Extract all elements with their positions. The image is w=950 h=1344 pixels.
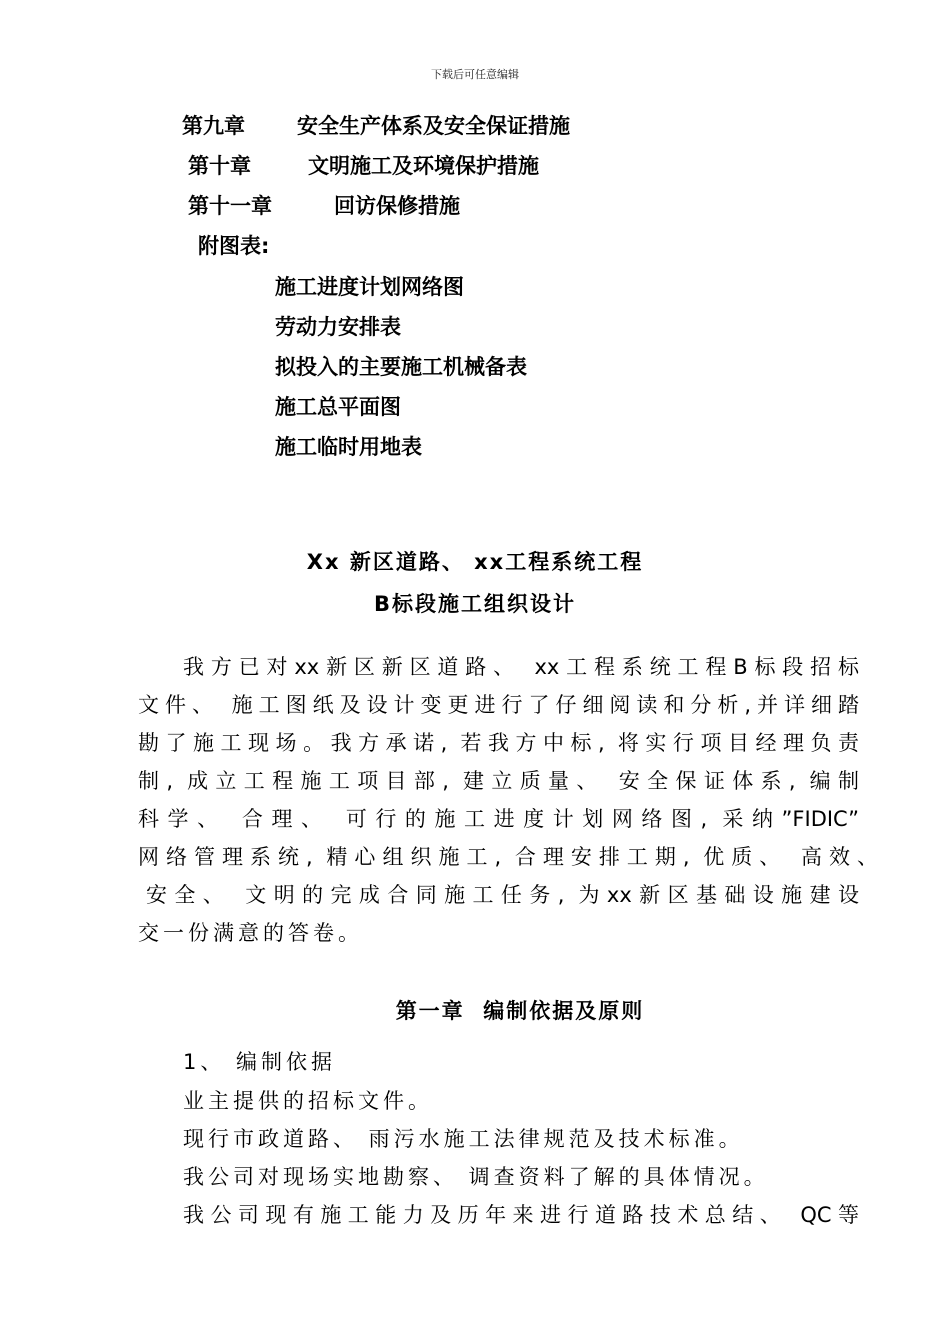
chapter1-line: 我公司对现场实地勘察、 调查资料了解的具体情况。 bbox=[183, 1165, 769, 1189]
intro-line: 安全、 文明的完成合同施工任务, 为xx新区基础设施建设 bbox=[146, 883, 859, 907]
appendix-item: 拟投入的主要施工机械备表 bbox=[275, 355, 527, 379]
intro-line: 交一份满意的答卷。 bbox=[138, 921, 363, 945]
toc-line-10 bbox=[188, 150, 539, 180]
toc-title: 文明施工及环境保护措施 bbox=[308, 154, 539, 178]
toc-line-9 bbox=[182, 110, 570, 140]
toc-chapter: 第九章 bbox=[182, 114, 245, 138]
intro-line: 我方已对xx新区新区道路、 xx工程系统工程B标段招标 bbox=[183, 655, 859, 679]
chapter1-heading: 第一章 编制依据及原则 bbox=[395, 999, 645, 1023]
intro-line: 科学、 合理、 可行的施工进度计划网络图, 采纳”FIDIC” bbox=[138, 807, 859, 831]
chapter1-line: 业主提供的招标文件。 bbox=[183, 1089, 433, 1113]
document-title-line1: Xx 新区道路、 xx工程系统工程 bbox=[306, 550, 644, 574]
toc-title: 回访保修措施 bbox=[334, 194, 460, 218]
document-title-line2: B标段施工组织设计 bbox=[373, 592, 576, 616]
appendix-item: 施工总平面图 bbox=[275, 395, 401, 419]
appendix-item: 施工进度计划网络图 bbox=[275, 275, 464, 299]
intro-line: 文件、 施工图纸及设计变更进行了仔细阅读和分析,并详细踏 bbox=[138, 693, 859, 717]
toc-chapter: 第十一章 bbox=[188, 194, 272, 218]
intro-line: 勘了施工现场。我方承诺, 若我方中标, 将实行项目经理负责 bbox=[138, 731, 859, 755]
toc-line-11 bbox=[188, 190, 460, 220]
toc-title: 安全生产体系及安全保证措施 bbox=[297, 114, 570, 138]
toc-chapter: 第十章 bbox=[188, 154, 251, 178]
appendix-item: 劳动力安排表 bbox=[275, 315, 401, 339]
chapter1-section-title: 1、 编制依据 bbox=[183, 1050, 337, 1074]
appendix-label: 附图表: bbox=[198, 234, 270, 258]
appendix-item: 施工临时用地表 bbox=[275, 435, 422, 459]
page-header-note: 下载后可任意编辑 bbox=[431, 68, 519, 81]
chapter1-line: 现行市政道路、 雨污水施工法律规范及技术标准。 bbox=[183, 1127, 744, 1151]
intro-line: 网络管理系统, 精心组织施工, 合理安排工期, 优质、 高效、 bbox=[138, 845, 878, 869]
intro-line: 制, 成立工程施工项目部, 建立质量、 安全保证体系, 编制 bbox=[138, 769, 859, 793]
chapter1-line: 我公司现有施工能力及历年来进行道路技术总结、 QC等 bbox=[183, 1203, 859, 1227]
